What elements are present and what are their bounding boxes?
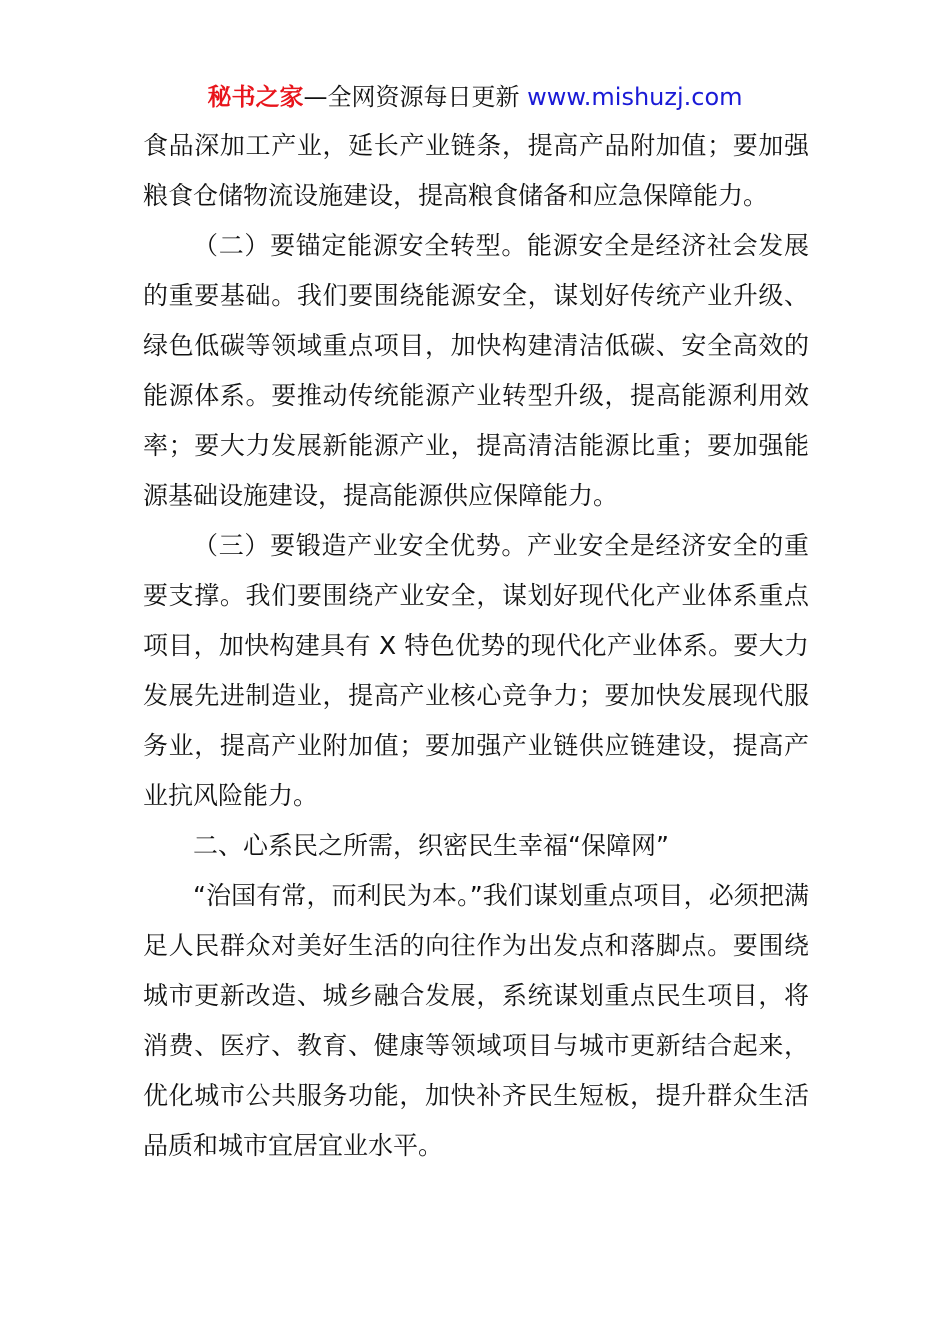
document-body [143,121,809,1171]
paragraph-industry-security: （三）要锻造产业安全优势。产业安全是经济安全的重要支撑。我们要围绕产业安全，谋划好现代化产业体系重点项目，加快构建具有 X 特色优势的现代化产业体系。要大力发展先进制造业，提高产业核心竞争力；要加快发展现代服务业，提高产业附加值；要加强产业链供应链建设，提高产业抗风险能力。 [143,531,809,810]
paragraph-continuation: 食品深加工产业，延长产业链条，提高产品附加值；要加强粮食仓储物流设施建设，提高粮食储备和应急保障能力。 [143,131,809,210]
site-brand: 秘书之家 [207,83,304,111]
paragraph-energy-security: （二）要锚定能源安全转型。能源安全是经济社会发展的重要基础。我们要围绕能源安全，谋划好传统产业升级、绿色低碳等领域重点项目，加快构建清洁低碳、安全高效的能源体系。要推动传统能源产业转型升级，提高能源利用效率；要大力发展新能源产业，提高清洁能源比重；要加强能源基础设施建设，提高能源供应保障能力。 [143,231,809,510]
paragraph-livelihood: “治国有常，而利民为本。”我们谋划重点项目，必须把满足人民群众对美好生活的向往作为出发点和落脚点。要围绕城市更新改造、城乡融合发展，系统谋划重点民生项目，将消费、医疗、教育、健康等领域项目与城市更新结合起来，优化城市公共服务功能，加快补齐民生短板，提升群众生活品质和城市宜居宜业水平。 [143,881,809,1160]
section-heading: 二、心系民之所需，织密民生幸福“保障网” [193,831,669,860]
site-url-link[interactable]: www.mishuzj.com [527,83,743,111]
site-tagline: —全网资源每日更新 [303,83,520,111]
site-header [0,82,950,112]
